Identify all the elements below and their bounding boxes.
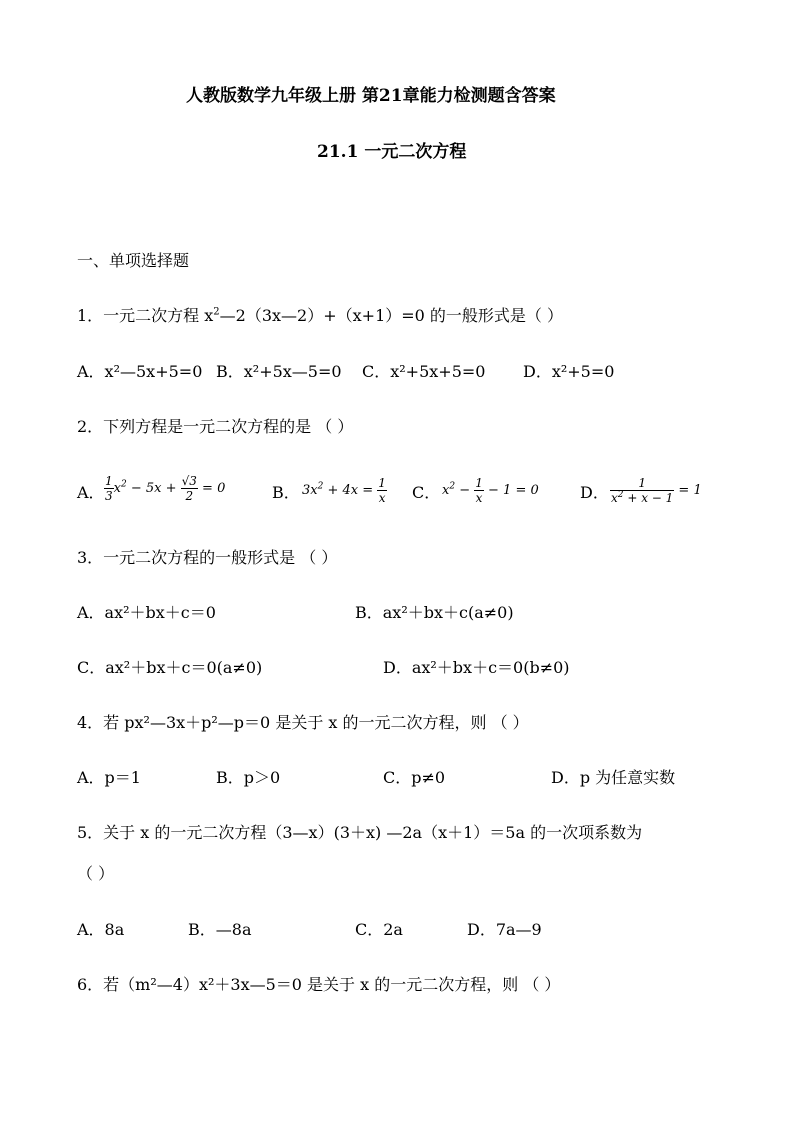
q1-option-a: A．x²—5x+5=0 [77, 362, 203, 381]
question-2: 2．下列方程是一元二次方程的是 （ ） [77, 417, 354, 436]
section-heading: 一、单项选择题 [77, 251, 190, 270]
question-6: 6．若（m²—4）x²＋3x—5＝0 是关于 x 的一元二次方程，则 （ ） [77, 975, 561, 994]
q3-option-a: A．ax²＋bx＋c＝0 [77, 603, 216, 622]
section-subtitle: 21.1 一元二次方程 [317, 142, 467, 162]
q5-option-b: B．—8a [188, 920, 252, 939]
q3-option-c: C．ax²＋bx＋c＝0(a≠0) [77, 658, 263, 677]
question-3: 3．一元二次方程的一般形式是 （ ） [77, 548, 338, 567]
q2-option-c-label: C． [412, 483, 441, 502]
question-5: 5．关于 x 的一元二次方程（3—x）(3＋x) —2a（x＋1）＝5a 的一次项系数为 [77, 823, 643, 842]
question-1: 1．一元二次方程 $x^2—2(3x—2)+(x+1)=0$ 的一般形式是（ ） [77, 306, 564, 325]
question-1-stem-b: —2（3x—2）+（x+1）=0 的一般形式是（ ） [219, 306, 564, 325]
q5-option-d: D．7a—9 [467, 920, 542, 939]
document-title: 人教版数学九年级上册 第21章能力检测题含答案 [186, 86, 556, 106]
q2-option-b-formula: $3x^2 + 4x$ = $\frac{1}{x}$ [302, 476, 386, 505]
q2-option-a-formula: $\frac{1}{3}$ $x^2 - 5x$ + $\frac{√3}{2}$ = 0 [105, 474, 226, 503]
q2-option-a-label: A． [77, 483, 105, 502]
question-4: 4．若 px²—3x＋p²—p＝0 是关于 x 的一元二次方程，则 （ ） [77, 713, 529, 732]
q2-option-d-formula: $\frac{1}{x^2 + x - 1}$ = 1 [611, 476, 702, 505]
q4-option-a: A．p＝1 [77, 768, 141, 787]
q2-option-c-formula: $x^2$ − $\frac{1}{x}$ − 1 = 0 [442, 476, 539, 505]
q5-option-c: C．2a [355, 920, 403, 939]
q4-option-c: C．p≠0 [383, 768, 446, 787]
q4-option-b: B．p＞0 [216, 768, 281, 787]
q1-option-d: D．x²+5=0 [523, 362, 615, 381]
q5-option-a: A．8a [77, 920, 125, 939]
q4-option-d: D．p 为任意实数 [551, 768, 676, 787]
q2-option-b-label: B． [272, 483, 300, 502]
q3-option-b: B．ax²＋bx＋c(a≠0) [355, 603, 514, 622]
question-1-stem-a: 1．一元二次方程 x [77, 306, 214, 325]
q2-option-d-label: D． [580, 483, 609, 502]
q1-option-b: B．x²+5x—5=0 [216, 362, 342, 381]
q3-option-d: D．ax²＋bx＋c＝0(b≠0) [383, 658, 570, 677]
question-5-bracket: （ ） [77, 864, 115, 883]
q1-option-c: C．x²+5x+5=0 [362, 362, 486, 381]
